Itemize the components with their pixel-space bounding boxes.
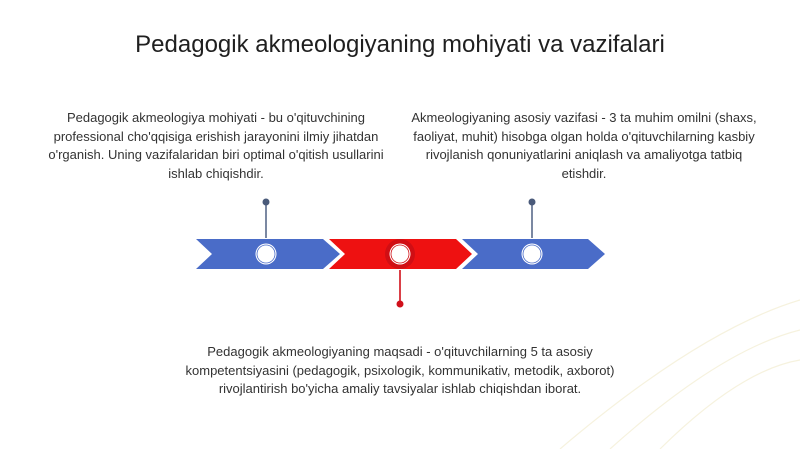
text-block-bottom: Pedagogik akmeologiyaning maqsadi - o'qituvchilarning 5 ta asosiy kompetentsiyasini (pedagogik, psixologik, kommunikativ, metodik, axborot) rivojlantirish bo'yicha amaliy tavsiyalar ishlab chiqishdan iborat. bbox=[185, 344, 615, 396]
text-block-right: Akmeologiyaning asosiy vazifasi - 3 ta muhim omilni (shaxs, faoliyat, muhit) hisobga olgan holda o'qituvchilarning kasbiy rivojlanish qonuniyatlarini aniqlash va amaliyotga tatbiq etishdir. bbox=[411, 110, 757, 181]
milestone-ring-1-hole bbox=[256, 244, 277, 265]
text-block-left: Pedagogik akmeologiya mohiyati - bu o'qituvchining professional cho'qqisiga erishish jarayonini ilmiy jihatdan o'rganish. Uning vazifalaridan biri optimal o'qitish usullarini ishlab chiqishdir. bbox=[48, 110, 384, 181]
milestone-ring-2-hole bbox=[390, 244, 411, 265]
connector-dot-left bbox=[263, 199, 270, 206]
milestone-ring-3-hole bbox=[522, 244, 543, 265]
slide-title: Pedagogik akmeologiyaning mohiyati va vazifalari bbox=[135, 31, 665, 58]
connector-dot-right bbox=[529, 199, 536, 206]
connector-dot-center bbox=[397, 301, 404, 308]
